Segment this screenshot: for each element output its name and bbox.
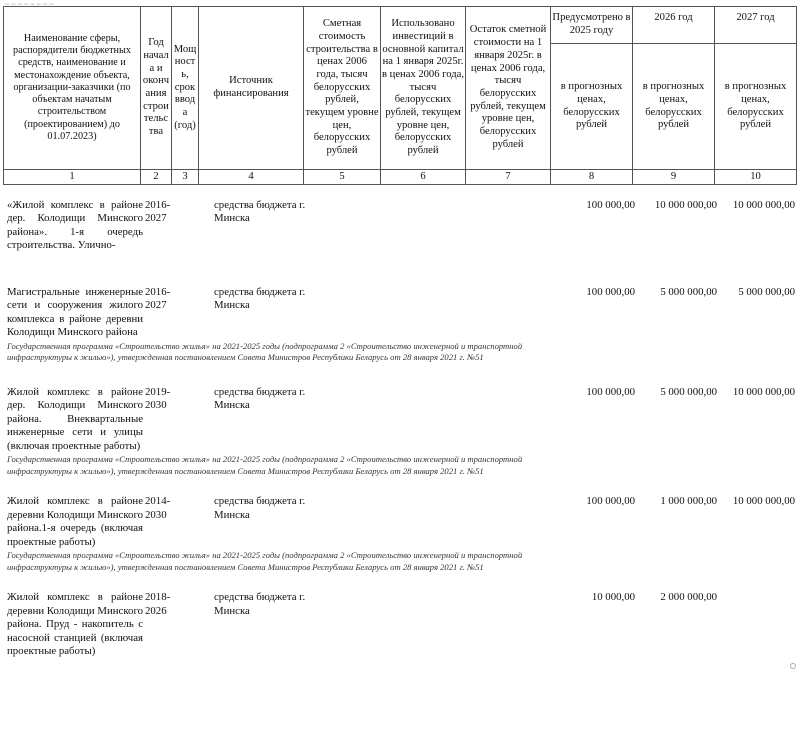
program-row — [3, 340, 796, 386]
table-row — [3, 286, 796, 340]
remainder — [469, 386, 554, 453]
object-name: Жилой комплекс в районе деревни Колодищи Минского района.1-я очередь (включая проектные работы) — [7, 495, 143, 548]
value-2026: 10 000 000,00 — [654, 199, 717, 211]
capacity — [175, 286, 202, 340]
program-note: Государственная программа «Строительство жилья» на 2021-2025 годы (подпрограмма 2 «Строительство инженерной и транспортной инфраструктуры к жилью»), утвержденная постановлением Совета Министров Республики Беларусь от 28 января 2021 г. №51 — [7, 550, 523, 572]
funding-source: средства бюджета г. Минска — [214, 385, 306, 412]
table-row — [3, 199, 796, 286]
header-col10-top: 2027 год — [715, 7, 797, 44]
col-number: 10 — [715, 170, 797, 185]
value-2027: 10 000 000,00 — [732, 199, 795, 211]
col-number: 7 — [466, 170, 551, 185]
object-name: Жилой комплекс в районе деревни Колодищи Минского района. Пруд - накопитель с насосной станцией (включая проектные работы) — [7, 591, 143, 658]
capacity — [175, 495, 202, 549]
col-number: 1 — [4, 170, 141, 185]
estimate — [307, 591, 384, 658]
header-col9-top: 2026 год — [633, 7, 715, 44]
table-header — [3, 6, 797, 185]
scan-artifact-tick: · — [3, 172, 6, 180]
years: 2016-2027 — [145, 199, 171, 225]
estimate — [307, 286, 384, 340]
header-col1: Наименование сферы, распорядители бюджетных средств, наименование и местонахождение объекта, организации-заказчики (по объектам начатым строительством (проектированием) до 01.07.2023) — [4, 7, 141, 170]
used — [384, 199, 469, 286]
object-name: «Жилой комплекс в районе дер. Колодищи Минского района». 1-я очередь строительства. Улично- — [7, 199, 143, 252]
object-name: Жилой комплекс в районе дер. Колодищи Минского района. Внеквартальные инженерные сети и улицы (включая проектные работы) — [7, 385, 143, 452]
table-row — [3, 495, 796, 549]
table-row — [3, 591, 796, 658]
header-col8-top: Предусмотрено в 2025 году — [551, 7, 633, 44]
funding-source: средства бюджета г. Минска — [214, 286, 306, 312]
value-2025: 100 000,00 — [586, 199, 635, 211]
value-2027: 5 000 000,00 — [738, 286, 795, 298]
used — [384, 591, 469, 658]
capacity — [175, 591, 202, 658]
capacity — [175, 199, 202, 286]
header-col5: Сметная стоимость строительства в ценах 2006 года, тысяч белорусских рублей, текущем уровне цен, белорусских рублей — [304, 7, 381, 170]
header-col6: Использовано инвестиций в основной капитал на 1 января 2025г. в ценах 2006 года, тысяч белорусских рублей, текущем уровне цен, белорусских рублей — [381, 7, 466, 170]
table-body — [3, 199, 796, 659]
estimate — [307, 495, 384, 549]
remainder — [469, 199, 554, 286]
col-number: 2 — [141, 170, 172, 185]
header-col2: Год начала и окончания строительства — [141, 7, 172, 170]
years: 2019-2030 — [145, 385, 171, 412]
col-number: 3 — [172, 170, 199, 185]
value-2025: 100 000,00 — [586, 495, 635, 508]
col-number: 8 — [551, 170, 633, 185]
header-col8-sub: в прогнозных ценах, белорусских рублей — [551, 44, 633, 170]
header-col4: Источник финансирования — [199, 7, 304, 170]
header-col3: Мощность, срок ввода (год) — [172, 7, 199, 170]
table-row — [3, 386, 796, 453]
value-2025: 100 000,00 — [586, 385, 635, 398]
value-2026: 5 000 000,00 — [660, 385, 717, 398]
program-note: Государственная программа «Строительство жилья» на 2021-2025 годы (подпрограмма 2 «Строительство инженерной и транспортной инфраструктуры к жилью»), утвержденная постановлением Совета Министров Республики Беларусь от 28 января 2021 г. №51 — [7, 454, 523, 476]
remainder — [469, 286, 554, 340]
value-2025: 10 000,00 — [591, 591, 635, 604]
used — [384, 495, 469, 549]
years: 2016-2027 — [145, 286, 171, 312]
column-numbers-row — [4, 170, 797, 185]
col-number: 5 — [304, 170, 381, 185]
program-row — [3, 549, 796, 591]
col-number: 6 — [381, 170, 466, 185]
value-2027: 10 000 000,00 — [732, 495, 795, 508]
scan-artifact: ~ ~ ~ ~ ~ ~ ~ ~ — [5, 0, 54, 9]
funding-source: средства бюджета г. Минска — [214, 199, 306, 225]
years: 2014-2030 — [145, 495, 171, 521]
value-2026: 5 000 000,00 — [660, 286, 717, 298]
estimate — [307, 386, 384, 453]
years: 2018-2026 — [145, 591, 171, 617]
used — [384, 286, 469, 340]
value-2026: 1 000 000,00 — [660, 495, 717, 508]
header-col9-sub: в прогнозных ценах, белорусских рублей — [633, 44, 715, 170]
header-col7: Остаток сметной стоимости на 1 января 2025г. в ценах 2006 года, тысяч белорусских рублей, текущем уровне цен, белорусских рублей — [466, 7, 551, 170]
col-number: 9 — [633, 170, 715, 185]
funding-source: средства бюджета г. Минска — [214, 495, 306, 521]
remainder — [469, 591, 554, 658]
value-2025: 100 000,00 — [586, 286, 635, 298]
remainder — [469, 495, 554, 549]
value-2027: 10 000 000,00 — [732, 385, 795, 398]
funding-source: средства бюджета г. Минска — [214, 591, 306, 617]
header-col10-sub: в прогнозных ценах, белорусских рублей — [715, 44, 797, 170]
col-number: 4 — [199, 170, 304, 185]
used — [384, 386, 469, 453]
value-2026: 2 000 000,00 — [660, 591, 717, 604]
program-note: Государственная программа «Строительство жилья» на 2021-2025 годы (подпрограмма 2 «Строительство инженерной и транспортной инфраструктуры к жилью»), утвержденная постановлением Совета Министров Республики Беларусь от 28 января 2021 г. №51 — [7, 340, 523, 363]
object-name: Магистральные инженерные сети и сооружения жилого комплекса в районе деревни Колодищи Минского района — [7, 286, 143, 339]
capacity — [175, 386, 202, 453]
scan-artifact-dot — [790, 663, 796, 669]
estimate — [307, 199, 384, 286]
value-2027 — [718, 591, 796, 658]
program-row — [3, 453, 796, 495]
